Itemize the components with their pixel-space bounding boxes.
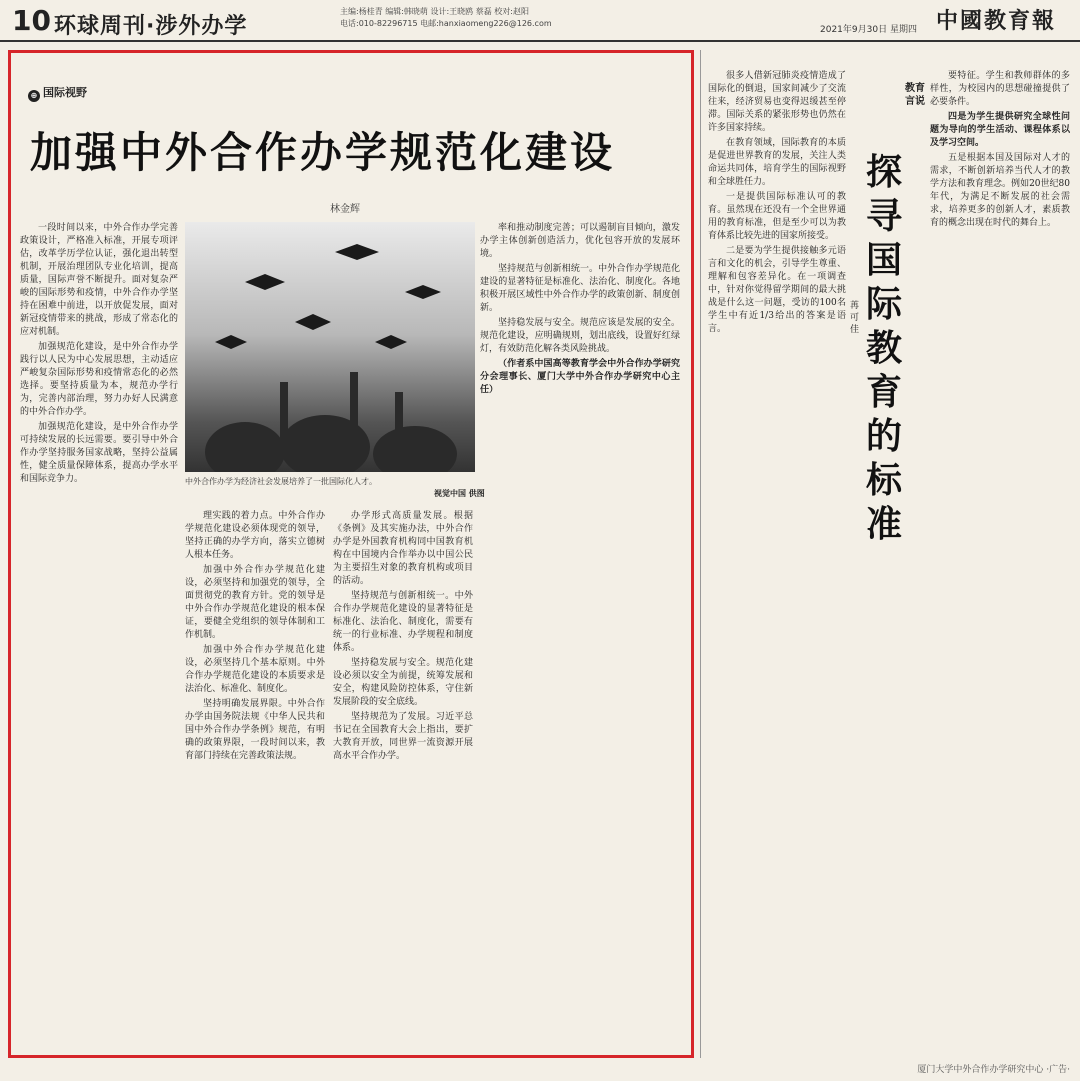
editor-credits bbox=[340, 6, 700, 30]
side-article-title: 探寻国际教育的标准 bbox=[865, 151, 902, 545]
paragraph: 加强规范化建设，是中外合作办学可持续发展的长远需要。要引导中外合作办学坚持服务国家战略，坚持公益属性，健全质量保障体系，提高办学水平和国际竞争力。 bbox=[20, 422, 178, 484]
footer-strip bbox=[700, 1062, 1070, 1075]
paragraph: 坚持明确发展界限。中外合作办学由国务院法规《中华人民共和国中外合作办学条例》规范，有明确的政策界限，一段时间以来，教育部门持续在完善政策法规。 bbox=[185, 699, 325, 761]
paragraph: 四是为学生提供研究全球性问题为导向的学生活动、课程体系以及学习空间。 bbox=[930, 112, 1070, 148]
paragraph: 加强中外合作办学规范化建设，必须坚持和加强党的领导，全面贯彻党的教育方针。党的领导是中外合作办学规范化建设的根本保证，要健全党组织的领导体制和工作机制。 bbox=[185, 565, 325, 640]
watermark-text: 厦门大学中外合作办学研究中心 bbox=[917, 1065, 1044, 1075]
page-number: 10 bbox=[12, 4, 51, 37]
paragraph: 坚持规范与创新相统一。中外合作办学规范化建设的显著特征是标准化、法治化、制度化，需要有统一的行业标准、办学规程和制度体系。 bbox=[333, 591, 473, 653]
paragraph: 率和推动制度完善；可以遏制盲目倾向，激发办学主体创新创造活力，优化包容开放的发展环境。 bbox=[480, 223, 680, 259]
column-divider bbox=[700, 50, 701, 1058]
graduation-caps-illustration bbox=[185, 222, 475, 472]
article-headline: 加强中外合作办学规范化建设 bbox=[30, 128, 616, 177]
side-article-author: 苒可佳 bbox=[850, 301, 860, 335]
paragraph: 坚持规范与创新相统一。中外合作办学规范化建设的显著特征是标准化、法治化、制度化。各地积极开展区域性中外合作办学的政策创新、制度创新。 bbox=[480, 264, 680, 313]
newspaper-header bbox=[0, 0, 1080, 42]
paragraph: 坚持规范为了发展。习近平总书记在全国教育大会上指出，要扩大教育开放，同世界一流资源开展高水平合作办学。 bbox=[333, 712, 473, 761]
photo-credit: 视觉中国 供图 bbox=[434, 488, 485, 498]
paragraph: 在教育领域，国际教育的本质是促进世界教育的发展，关注人类命运共同体，培育学生的国际视野和全球胜任力。 bbox=[708, 138, 846, 187]
paragraph: 二是要为学生提供接触多元语言和文化的机会，引导学生尊重、理解和包容差异化。在一项调查中，针对你觉得留学期间的最大挑战是什么这一问题，受访的100名学生中有近1/3给出的答案是语言。 bbox=[708, 246, 846, 334]
paragraph: 加强规范化建设，是中外合作办学践行以人民为中心发展思想，主动适应严峻复杂国际形势和疫情常态化的必然选择。要坚持质量为本，规范办学行为，完善内部治理，努力办好人民满意的中外合作办学。 bbox=[20, 342, 178, 417]
paragraph: 要特征。学生和教师群体的多样性，为校园内的思想碰撞提供了必要条件。 bbox=[930, 71, 1070, 107]
article-column-1 bbox=[20, 222, 178, 1052]
paragraph: 很多人借新冠肺炎疫情造成了国际化的倒退，国家间减少了交流往来，经济贸易也变得迟缓甚至停滞。国际关系的紧张形势也仍然在许多国家持续。 bbox=[708, 71, 846, 133]
side-section-tag: 教育言说 bbox=[905, 83, 925, 107]
side-column-2 bbox=[930, 70, 1070, 1055]
paragraph: 坚持稳发展与安全。规范应该是发展的安全。规范化建设，应明确规则，划出底线，设置好红绿灯，有效防范化解各类风险挑战。 bbox=[480, 318, 680, 354]
ad-note: ·广告· bbox=[1046, 1065, 1070, 1075]
paragraph: 办学形式高质量发展。根据《条例》及其实施办法，中外合作办学是外国教育机构同中国教育机构在中国境内合作举办以中国公民为主要招生对象的教育机构或项目的活动。 bbox=[333, 511, 473, 586]
graduation-photo bbox=[185, 222, 475, 472]
article-column-3 bbox=[333, 510, 473, 1050]
issue-date: 2021年9月30日 星期四 bbox=[820, 25, 917, 35]
page-section-title: 环球周刊·涉外办学 bbox=[54, 14, 248, 39]
article-column-4 bbox=[480, 222, 680, 1052]
side-column-1 bbox=[708, 70, 846, 1055]
paragraph: 坚持稳发展与安全。规范化建设必须以安全为前提，统筹发展和安全，构建风险防控体系，守住新发展阶段的安全底线。 bbox=[333, 658, 473, 707]
paragraph: 五是根据本国及国际对人才的需求，不断创新培养当代人才的教学方法和教育理念。例如20世纪80年代，为满足不断发展的社会需求，培养更多的创新人才，素质教育的概念出现在时代的舞台上。 bbox=[930, 153, 1070, 228]
photo-caption: 中外合作办学为经济社会发展培养了一批国际化人才。 bbox=[185, 477, 377, 486]
section-tag bbox=[28, 84, 87, 102]
credits-line-2: 电话:010-82296715 电邮:hanxiaomeng226@126.com bbox=[340, 19, 552, 28]
section-tag-label: 国际视野 bbox=[43, 86, 87, 99]
credits-line-1: 主编:杨桂青 编辑:韩晓萌 设计:王晓鸥 蔡磊 校对:赵阳 bbox=[340, 7, 529, 16]
paragraph: 理实践的着力点。中外合作办学规范化建设必须体现党的领导，坚持正确的办学方向，落实立德树人根本任务。 bbox=[185, 511, 325, 560]
article-column-2 bbox=[185, 510, 325, 1050]
author-note: （作者系中国高等教育学会中外合作办学研究分会理事长、厦门大学中外合作办学研究中心主任） bbox=[480, 359, 680, 395]
article-byline: 林金辉 bbox=[330, 204, 360, 215]
paragraph: 一段时间以来，中外合作办学完善政策设计，严格准入标准，开展专项评估，改革学历学位认证，强化退出转型机制，开展治理团队专业化培训，提高质量，国际声誉不断提升。面对复杂严峻的国际形势和疫情，中外合作办学坚持在困难中前进，以开放促发展，面对新冠疫情带来的挑战，形成了常态化的应对机制。 bbox=[20, 223, 178, 337]
masthead-logo: 中國教育報 bbox=[936, 8, 1057, 34]
globe-icon: ⊕ bbox=[28, 90, 40, 102]
paragraph: 加强中外合作办学规范化建设，必须坚持几个基本原则。中外合作办学规范化建设的本质要求是法治化、标准化、制度化。 bbox=[185, 645, 325, 694]
paragraph: 一是提供国际标准认可的教育。虽然现在还没有一个全世界通用的教育标准，但是至少可以为教育体系比较先进的国家所接受。 bbox=[708, 192, 846, 241]
